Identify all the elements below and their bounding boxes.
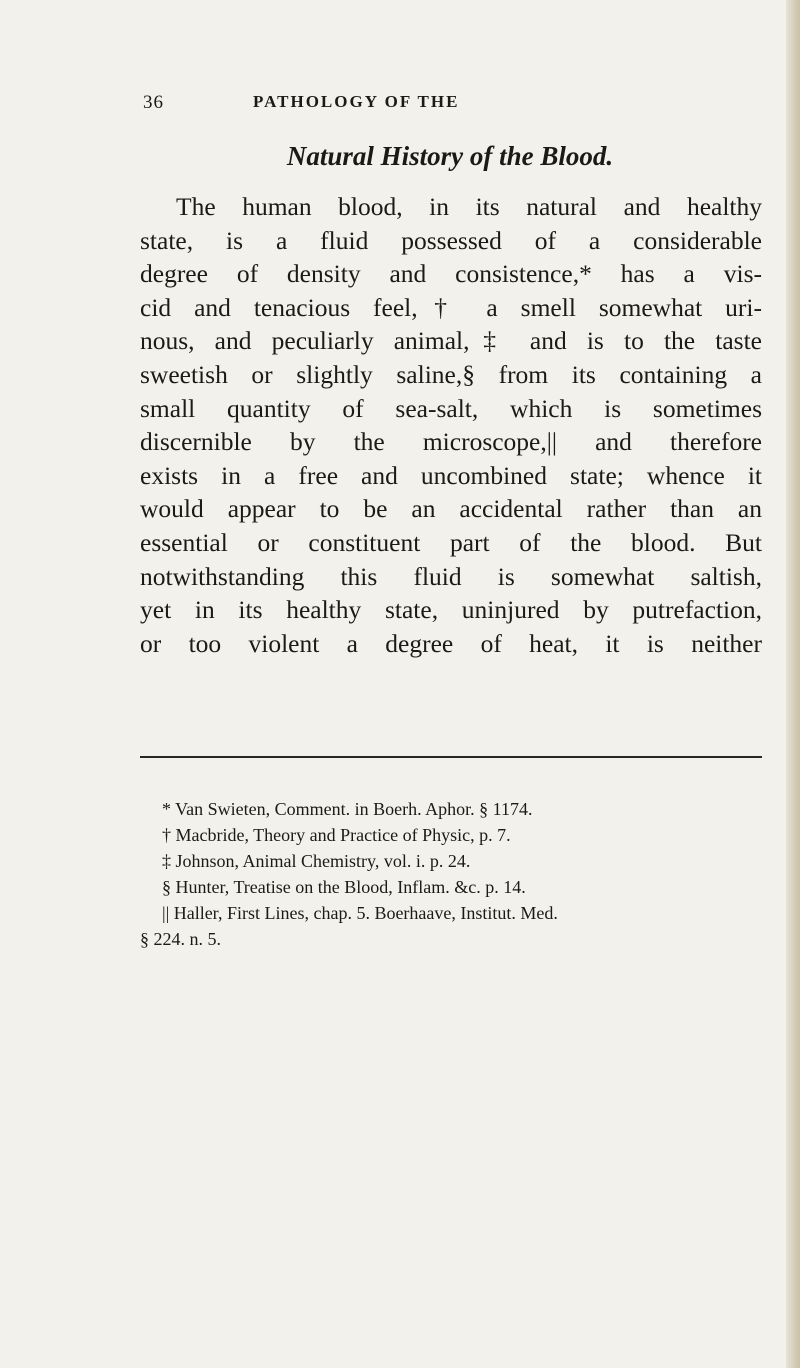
body-paragraph [140, 190, 762, 660]
body-line: The human blood, in its natural and healthy [176, 192, 762, 221]
body-line: exists in a free and uncombined state; whence it [140, 460, 762, 490]
footnote-continuation: § 224. n. 5. [140, 929, 221, 949]
body-line: state, is a fluid possessed of a considerable [140, 225, 762, 255]
footnotes [140, 796, 760, 952]
body-line: discernible by the microscope,|| and therefore [140, 427, 762, 457]
running-head [143, 92, 763, 122]
page-number: 36 [143, 92, 164, 113]
footnote: † Macbride, Theory and Practice of Physic, p. 7. [162, 825, 511, 845]
body-line: notwithstanding this fluid is somewhat saltish, [140, 561, 762, 591]
footnote: § Hunter, Treatise on the Blood, Inflam. &c. p. 14. [162, 877, 526, 897]
body-line: degree of density and consistence,* has a vis- [140, 259, 762, 289]
footnote: * Van Swieten, Comment. in Boerh. Aphor. § 1174. [162, 799, 533, 819]
body-line: or too violent a degree of heat, it is neither [140, 628, 762, 658]
body-line: small quantity of sea-salt, which is sometimes [140, 393, 762, 423]
section-title: Natural History of the Blood. [286, 141, 614, 171]
body-line: nous, and peculiarly animal,‡ and is to the taste [140, 326, 762, 356]
body-line: sweetish or slightly saline,§ from its containing a [140, 359, 762, 389]
running-title: PATHOLOGY OF THE [253, 92, 460, 111]
footnote: || Haller, First Lines, chap. 5. Boerhaave, Institut. Med. [162, 903, 558, 923]
page-edge [786, 0, 800, 1368]
body-line: cid and tenacious feel,† a smell somewhat uri- [140, 292, 762, 322]
body-line: would appear to be an accidental rather than an [140, 494, 762, 524]
body-line: essential or constituent part of the blood. But [140, 527, 762, 557]
footnote-rule [140, 756, 762, 758]
body-line: yet in its healthy state, uninjured by putrefaction, [140, 595, 762, 625]
footnote: ‡ Johnson, Animal Chemistry, vol. i. p. 24. [162, 851, 471, 871]
